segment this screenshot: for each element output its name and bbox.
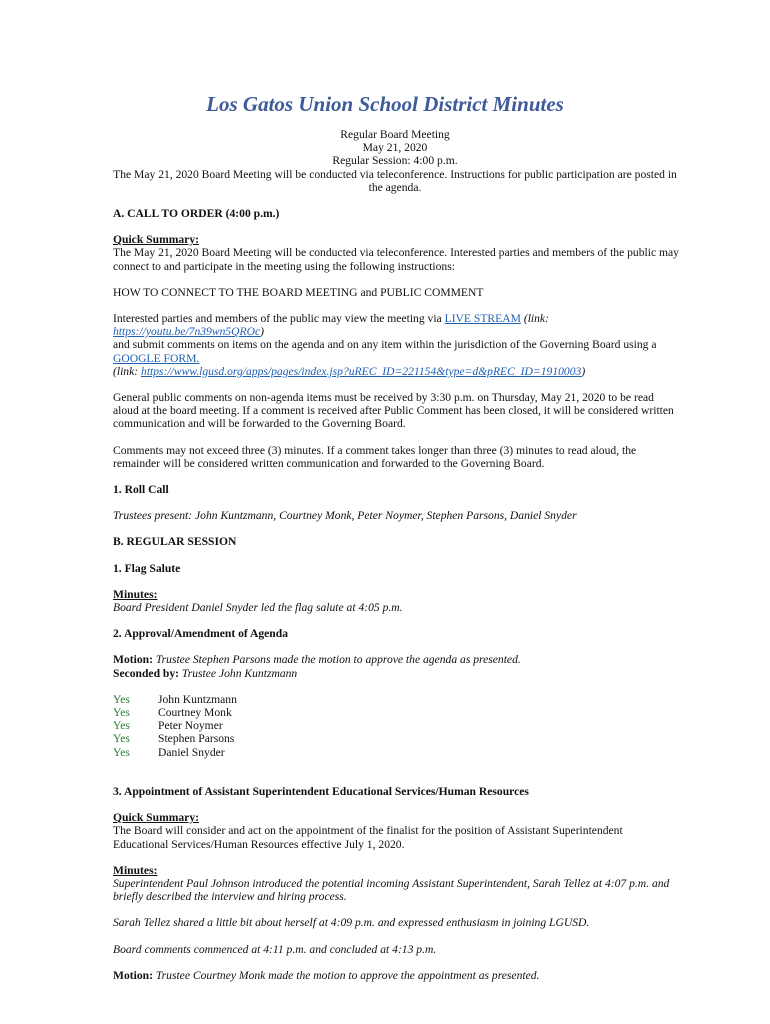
- submit-text: and submit comments on items on the agenda and on any item within the jurisdiction of the Governing Board using a: [113, 338, 657, 352]
- vote-row: [113, 706, 680, 719]
- comments-limit-paragraph: Comments may not exceed three (3) minutes. If a comment takes longer than three (3) minutes to read aloud, the remainder will be considered written communication and forwarded to the Governing Board.: [113, 443, 637, 470]
- quick-summary-label: Quick Summary:: [113, 233, 199, 247]
- flag-minutes-label: Minutes:: [113, 587, 158, 601]
- agenda-seconded-text: Trustee John Kuntzmann: [179, 666, 298, 680]
- appointment-summary-text: The Board will consider and act on the appointment of the finalist for the position of Assistant Superintendent Educational Services/Human Resources effective July 1, 2020.: [113, 824, 623, 851]
- vote-value: Yes: [113, 732, 130, 746]
- appointment-minutes-1: Superintendent Paul Johnson introduced the potential incoming Assistant Superintendent, Sarah Tellez at 4:07 p.m. and briefly described the interview and hiring process.: [113, 876, 670, 904]
- flag-minutes-text: Board President Daniel Snyder led the flag salute at 4:05 p.m.: [113, 601, 403, 615]
- appointment-motion-label: Motion:: [113, 968, 153, 982]
- meeting-type: Regular Board Meeting: [340, 128, 450, 141]
- flag-salute-heading: 1. Flag Salute: [113, 561, 181, 575]
- agenda-seconded: [113, 667, 680, 680]
- vote-list: [113, 693, 680, 759]
- vote-value: Yes: [113, 745, 130, 759]
- view-instructions: [113, 312, 680, 338]
- roll-call-heading: 1. Roll Call: [113, 483, 169, 497]
- vote-row: [113, 693, 680, 706]
- voter-name: Peter Noymer: [158, 719, 223, 733]
- agenda-heading: 2. Approval/Amendment of Agenda: [113, 627, 288, 641]
- document-body: [113, 207, 680, 982]
- vote-row: [113, 746, 680, 759]
- vote-value: Yes: [113, 706, 130, 720]
- live-stream-link[interactable]: LIVE STREAM: [444, 312, 521, 326]
- vote-value: Yes: [113, 692, 130, 706]
- appointment-motion-text: Trustee Courtney Monk made the motion to approve the appointment as presented.: [152, 968, 540, 982]
- google-form-link[interactable]: GOOGLE FORM.: [113, 351, 200, 365]
- vote-value: Yes: [113, 719, 130, 733]
- google-form-url-prefix: (link:: [113, 364, 142, 378]
- live-stream-url[interactable]: https://youtu.be/7n39wn5QROc: [113, 325, 261, 339]
- agenda-motion: [113, 653, 680, 666]
- general-comments-paragraph: General public comments on non-agenda items must be received by 3:30 p.m. on Thursday, May 21, 2020 to be read aloud at the board meeting. If a comment is received after Public Comment has been closed, it will be considered written communication and will be forwarded to the Governing Board.: [113, 391, 674, 431]
- google-form-url-suffix: ): [581, 364, 586, 378]
- trustees-present: Trustees present: John Kuntzmann, Courtney Monk, Peter Noymer, Stephen Parsons, Daniel Snyder: [113, 509, 577, 523]
- agenda-motion-text: Trustee Stephen Parsons made the motion to approve the agenda as presented.: [152, 653, 521, 667]
- section-a-heading: A. CALL TO ORDER (4:00 p.m.): [113, 207, 280, 220]
- appointment-heading: 3. Appointment of Assistant Superintendent Educational Services/Human Resources: [113, 784, 529, 798]
- meeting-header: [110, 128, 680, 194]
- document-title: Los Gatos Union School District Minutes: [206, 92, 564, 116]
- google-form-url-line: [113, 365, 680, 378]
- voter-name: Daniel Snyder: [158, 745, 225, 759]
- how-to-connect: HOW TO CONNECT TO THE BOARD MEETING and PUBLIC COMMENT: [113, 285, 484, 299]
- appointment-summary-label: Quick Summary:: [113, 811, 199, 825]
- vote-row: [113, 719, 680, 732]
- voter-name: Courtney Monk: [158, 706, 232, 720]
- appointment-minutes-3: Board comments commenced at 4:11 p.m. and concluded at 4:13 p.m.: [113, 942, 437, 956]
- submit-instructions: [113, 338, 680, 364]
- teleconference-note: The May 21, 2020 Board Meeting will be conducted via teleconference. Instructions for public participation are posted in the agenda.: [113, 167, 677, 194]
- appointment-minutes-2: Sarah Tellez shared a little bit about herself at 4:09 p.m. and expressed enthusiasm in joining LGUSD.: [113, 916, 590, 930]
- live-stream-url-suffix: ): [260, 325, 265, 339]
- appointment-minutes-label: Minutes:: [113, 863, 158, 877]
- google-form-url[interactable]: https://www.lgusd.org/apps/pages/index.jsp?uREC_ID=221154&type=d&pREC_ID=1910003: [141, 364, 582, 378]
- meeting-date: May 21, 2020: [362, 141, 428, 155]
- quick-summary-text: The May 21, 2020 Board Meeting will be conducted via teleconference. Interested parties and members of the public may connect to and participate in the meeting using the following instructions:: [113, 246, 679, 273]
- voter-name: Stephen Parsons: [158, 732, 235, 746]
- session-time: Regular Session: 4:00 p.m.: [332, 154, 458, 168]
- section-b-heading: B. REGULAR SESSION: [113, 535, 237, 549]
- vote-row: [113, 732, 680, 745]
- live-stream-url-prefix: (link:: [520, 312, 549, 326]
- motion-label: Motion:: [113, 653, 153, 667]
- appointment-motion: [113, 969, 680, 982]
- seconded-label: Seconded by:: [113, 666, 180, 680]
- view-text: Interested parties and members of the public may view the meeting via: [113, 312, 445, 326]
- voter-name: John Kuntzmann: [158, 692, 237, 706]
